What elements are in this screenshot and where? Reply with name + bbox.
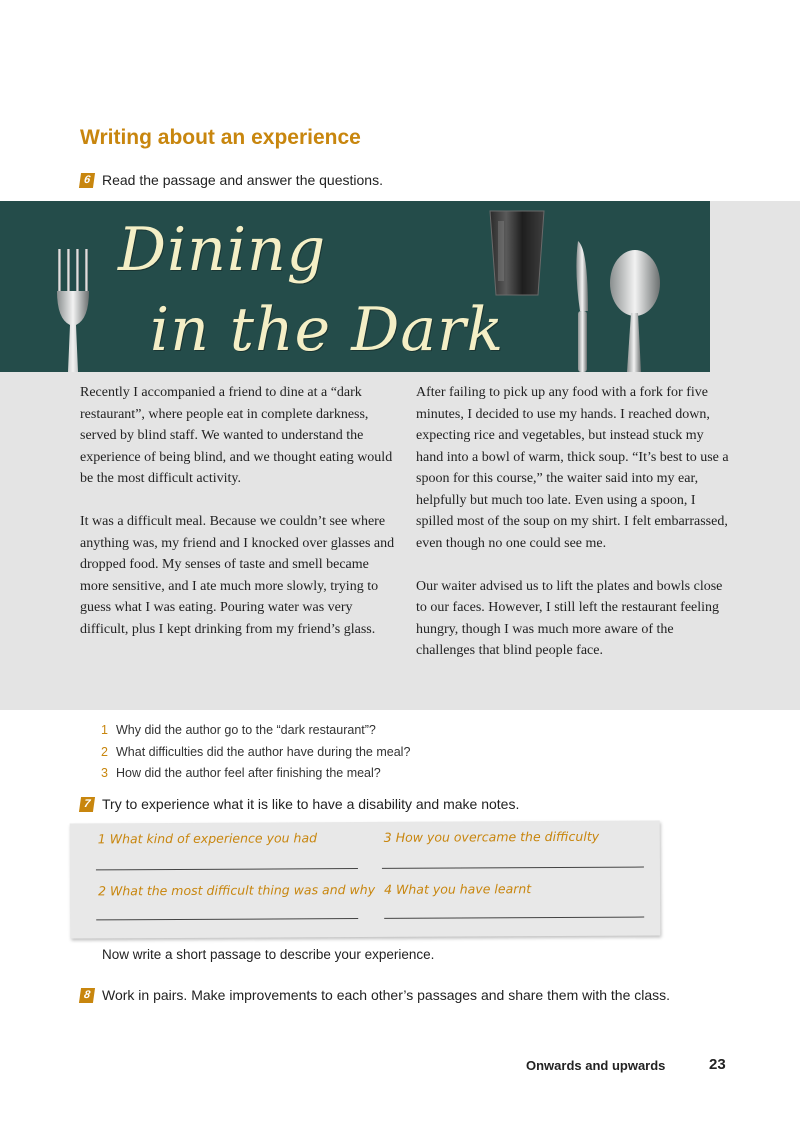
question-item: 3 How did the author feel after finishing the meal? (101, 766, 381, 780)
note-prompt: 2 What the most difficult thing was and why (98, 881, 376, 899)
fork-icon (50, 249, 100, 372)
task-6 (80, 172, 383, 188)
banner-margin (710, 201, 800, 372)
question-item: 2 What difficulties did the author have during the meal? (101, 744, 411, 759)
task-8 (80, 987, 670, 1003)
note-prompt: 4 What you have learnt (384, 881, 532, 897)
question-item: 1 Why did the author go to the “dark restaurant”? (101, 723, 376, 737)
banner-title-line2: in the Dark (150, 295, 505, 365)
passage-paragraph: It was a difficult meal. Because we couldn’t see where anything was, my friend and I knocked over glasses and dropped food. My senses of taste and smell became more sensitive, and I ate much more slowly, trying to guess what I was eating. Pouring water was very difficult, plus I kept drinking from my friend’s glass. (80, 514, 395, 637)
passage-paragraph: Recently I accompanied a friend to dine at a “dark restaurant”, where people eat in complete darkness, served by blind staff. We wanted to understand the experience of being blind, and we thought eating would be the most difficult activity. (80, 385, 393, 486)
title-banner (0, 201, 710, 372)
page-number: 23 (709, 1056, 726, 1073)
section-title: Writing about an experience (80, 126, 361, 149)
task-number-badge: 8 (79, 988, 95, 1003)
task-instruction: Try to experience what it is like to have a disability and make notes. (102, 796, 520, 812)
task-number-badge: 6 (79, 173, 95, 188)
note-prompt: 3 How you overcame the difficulty (383, 828, 600, 845)
passage-column-1 (80, 382, 400, 662)
glass-icon (486, 209, 548, 299)
notes-card (70, 820, 661, 938)
task-7 (80, 796, 519, 812)
task-number-badge: 7 (79, 797, 95, 812)
question-list (101, 720, 410, 785)
write-instruction: Now write a short passage to describe your experience. (102, 947, 435, 962)
note-answer-line[interactable] (96, 918, 358, 920)
note-prompt: 1 What kind of experience you had (97, 830, 318, 847)
passage-paragraph: After failing to pick up any food with a fork for five minutes, I decided to use my hands. I reached down, expecting rice and vegetables, but instead stuck my hand into a bowl of warm, thick soup. “It’s best to use a spoon for this course,” the waiter said into my ear, helpfully but much too late. Even using a spoon, I spilled most of the soup on my shirt. I felt embarrassed, even though no one could see me. (416, 385, 729, 551)
passage-column-2 (416, 382, 732, 683)
footer-unit-title: Onwards and upwards (526, 1058, 666, 1073)
task-instruction: Read the passage and answer the questions. (102, 172, 383, 188)
note-answer-line[interactable] (96, 868, 358, 870)
banner-title-line1: Dining (118, 215, 327, 285)
spoon-icon (605, 249, 665, 372)
task-instruction: Work in pairs. Make improvements to each other’s passages and share them with the class. (102, 987, 671, 1003)
note-answer-line[interactable] (382, 867, 644, 869)
note-answer-line[interactable] (384, 917, 644, 919)
knife-icon (568, 241, 598, 372)
passage-paragraph: Our waiter advised us to lift the plates and bowls close to our faces. However, I still left the restaurant feeling hungry, though I was much more aware of the challenges that blind people face. (416, 578, 723, 658)
